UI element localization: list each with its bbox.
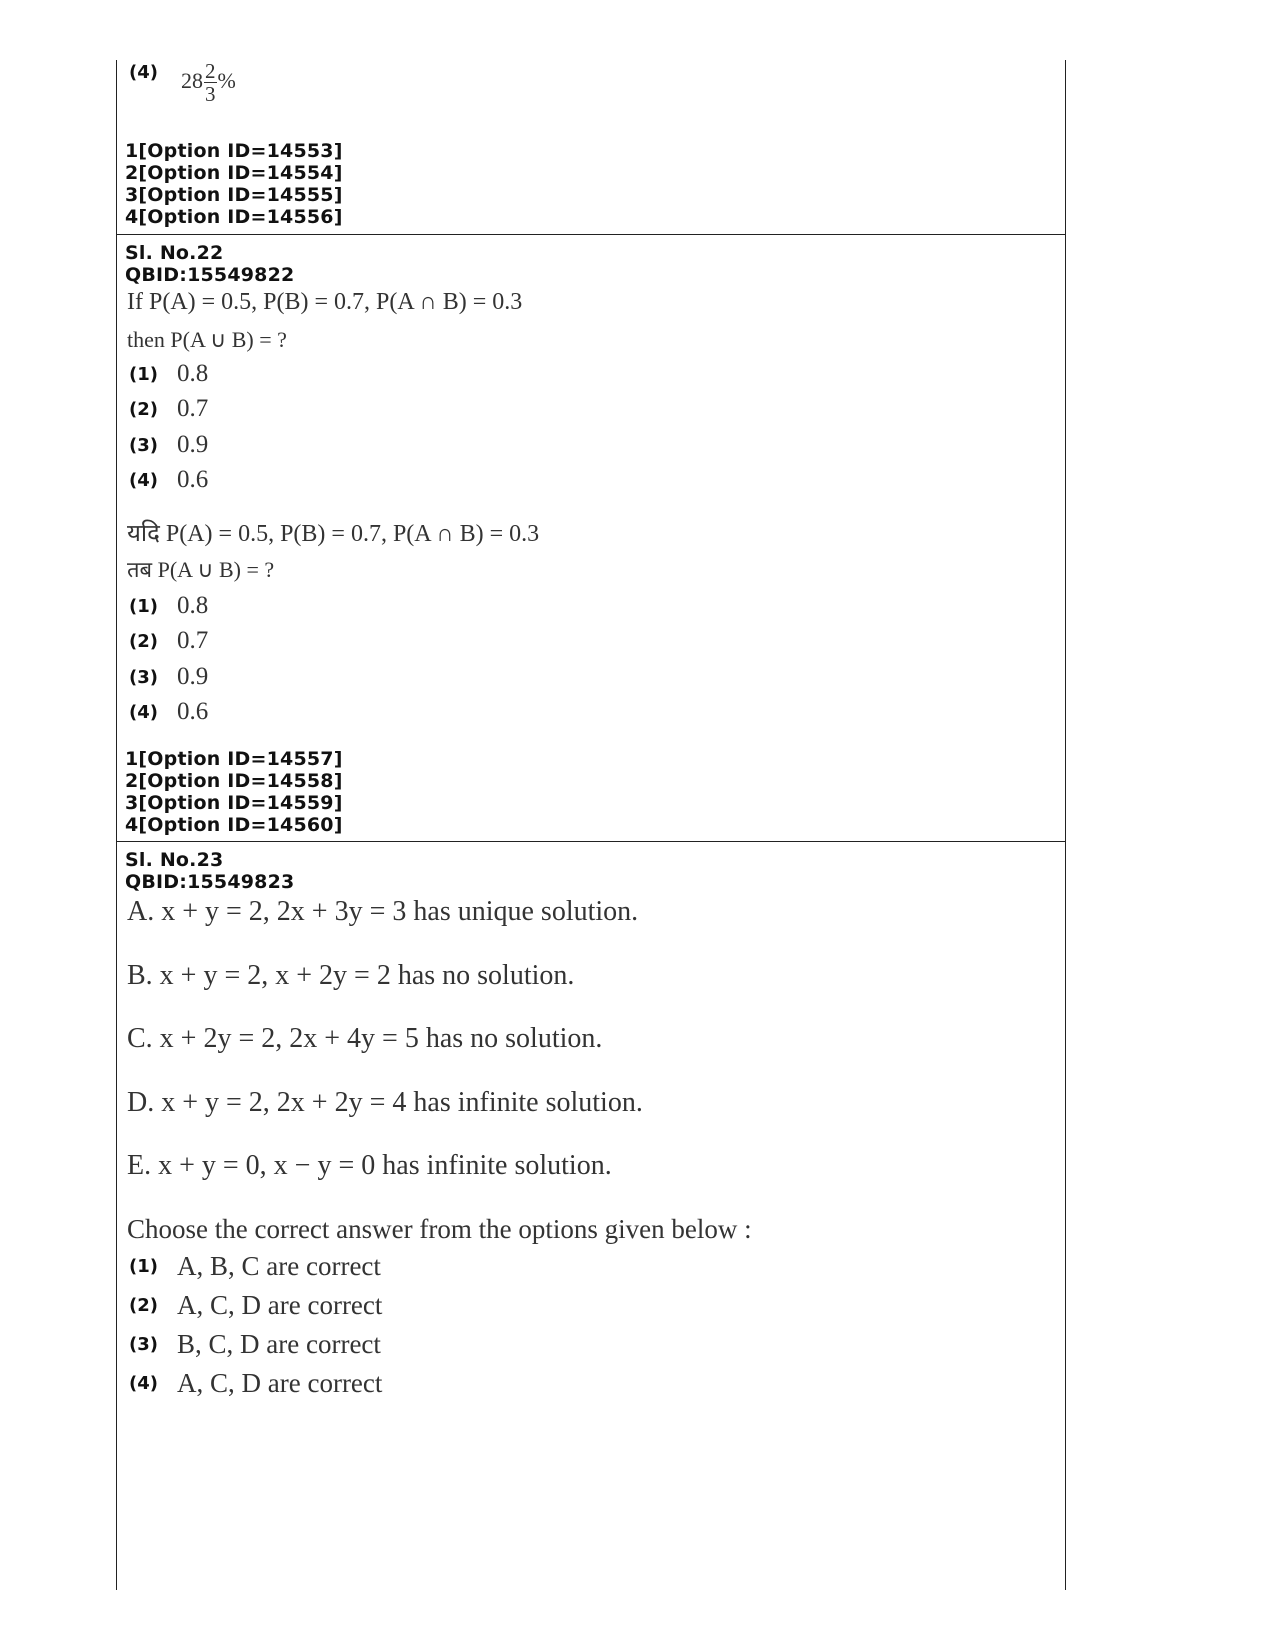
option-id-2: 2[Option ID=14554] xyxy=(125,162,343,184)
divider xyxy=(117,841,1065,842)
option-number: (3) xyxy=(129,1334,158,1355)
option-number: (1) xyxy=(129,363,158,385)
option-number: (2) xyxy=(129,630,158,652)
statement-e: E. x + y = 0, x − y = 0 has infinite solution. xyxy=(127,1150,612,1181)
option-3 xyxy=(129,1329,381,1360)
option-number: (3) xyxy=(129,434,158,456)
option-value: A, C, D are correct xyxy=(177,1290,383,1320)
fraction-numerator: 2 xyxy=(205,59,216,83)
option-id-4: 4[Option ID=14556] xyxy=(125,206,343,228)
option-id-3: 3[Option ID=14555] xyxy=(125,184,343,206)
option-4 xyxy=(129,60,236,105)
option-value: 0.8 xyxy=(177,360,209,387)
option-en-1 xyxy=(129,360,208,388)
option-number: (2) xyxy=(129,1295,158,1316)
qbid: QBID:15549822 xyxy=(125,264,295,286)
question-23 xyxy=(117,843,1065,1590)
option-id-4: 4[Option ID=14560] xyxy=(125,814,343,836)
option-value xyxy=(181,59,236,106)
option-id-2: 2[Option ID=14558] xyxy=(125,770,343,792)
question-text-hi-line2: तब P(A ∪ B) = ? xyxy=(127,557,275,582)
option-number: (4) xyxy=(129,701,158,723)
option-4 xyxy=(129,1368,382,1399)
divider xyxy=(117,234,1065,235)
statement-c: C. x + 2y = 2, 2x + 4y = 5 has no solution. xyxy=(127,1023,603,1054)
option-value: 0.9 xyxy=(177,431,209,458)
option-value: 0.8 xyxy=(177,592,209,619)
fraction-whole: 28 xyxy=(181,67,203,93)
question-text-hi-line1: यदि P(A) = 0.5, P(B) = 0.7, P(A ∩ B) = 0.3 xyxy=(127,521,540,547)
option-value: 0.7 xyxy=(177,395,209,422)
option-en-4 xyxy=(129,466,208,494)
statement-d: D. x + y = 2, 2x + 2y = 4 has infinite solution. xyxy=(127,1087,643,1118)
option-id-1: 1[Option ID=14557] xyxy=(125,748,343,770)
option-number: (4) xyxy=(129,469,158,491)
option-hi-4 xyxy=(129,698,208,726)
statement-b: B. x + y = 2, x + 2y = 2 has no solution. xyxy=(127,960,575,991)
percent-sign: % xyxy=(217,67,236,93)
option-en-2 xyxy=(129,395,208,423)
option-hi-2 xyxy=(129,627,208,655)
fraction-denominator: 3 xyxy=(205,82,216,106)
option-number: (4) xyxy=(129,62,158,83)
fraction xyxy=(204,60,217,105)
option-2 xyxy=(129,1290,382,1321)
question-paper-sheet xyxy=(116,60,1066,1590)
question-text-en-line1: If P(A) = 0.5, P(B) = 0.7, P(A ∩ B) = 0.3 xyxy=(127,289,523,315)
option-value: 0.6 xyxy=(177,466,209,493)
option-number: (3) xyxy=(129,666,158,688)
question-22 xyxy=(117,236,1065,841)
option-number: (1) xyxy=(129,595,158,617)
option-value: B, C, D are correct xyxy=(177,1329,381,1359)
previous-question-tail xyxy=(117,60,1065,236)
option-value: A, C, D are correct xyxy=(177,1368,383,1398)
option-value: 0.9 xyxy=(177,663,209,690)
option-1 xyxy=(129,1251,381,1282)
option-hi-3 xyxy=(129,663,208,691)
option-number: (4) xyxy=(129,1373,158,1394)
statement-a: A. x + y = 2, 2x + 3y = 3 has unique solution. xyxy=(127,896,639,927)
option-number: (1) xyxy=(129,1256,158,1277)
option-value: 0.6 xyxy=(177,698,209,725)
option-value: 0.7 xyxy=(177,627,209,654)
instruction: Choose the correct answer from the options given below : xyxy=(127,1214,752,1244)
serial-number: Sl. No.23 xyxy=(125,849,224,871)
serial-number: Sl. No.22 xyxy=(125,242,224,264)
option-hi-1 xyxy=(129,592,208,620)
option-id-3: 3[Option ID=14559] xyxy=(125,792,343,814)
option-en-3 xyxy=(129,431,208,459)
option-number: (2) xyxy=(129,398,158,420)
qbid: QBID:15549823 xyxy=(125,871,295,893)
option-id-1: 1[Option ID=14553] xyxy=(125,140,343,162)
option-value: A, B, C are correct xyxy=(177,1251,381,1281)
question-text-en-line2: then P(A ∪ B) = ? xyxy=(127,327,287,352)
